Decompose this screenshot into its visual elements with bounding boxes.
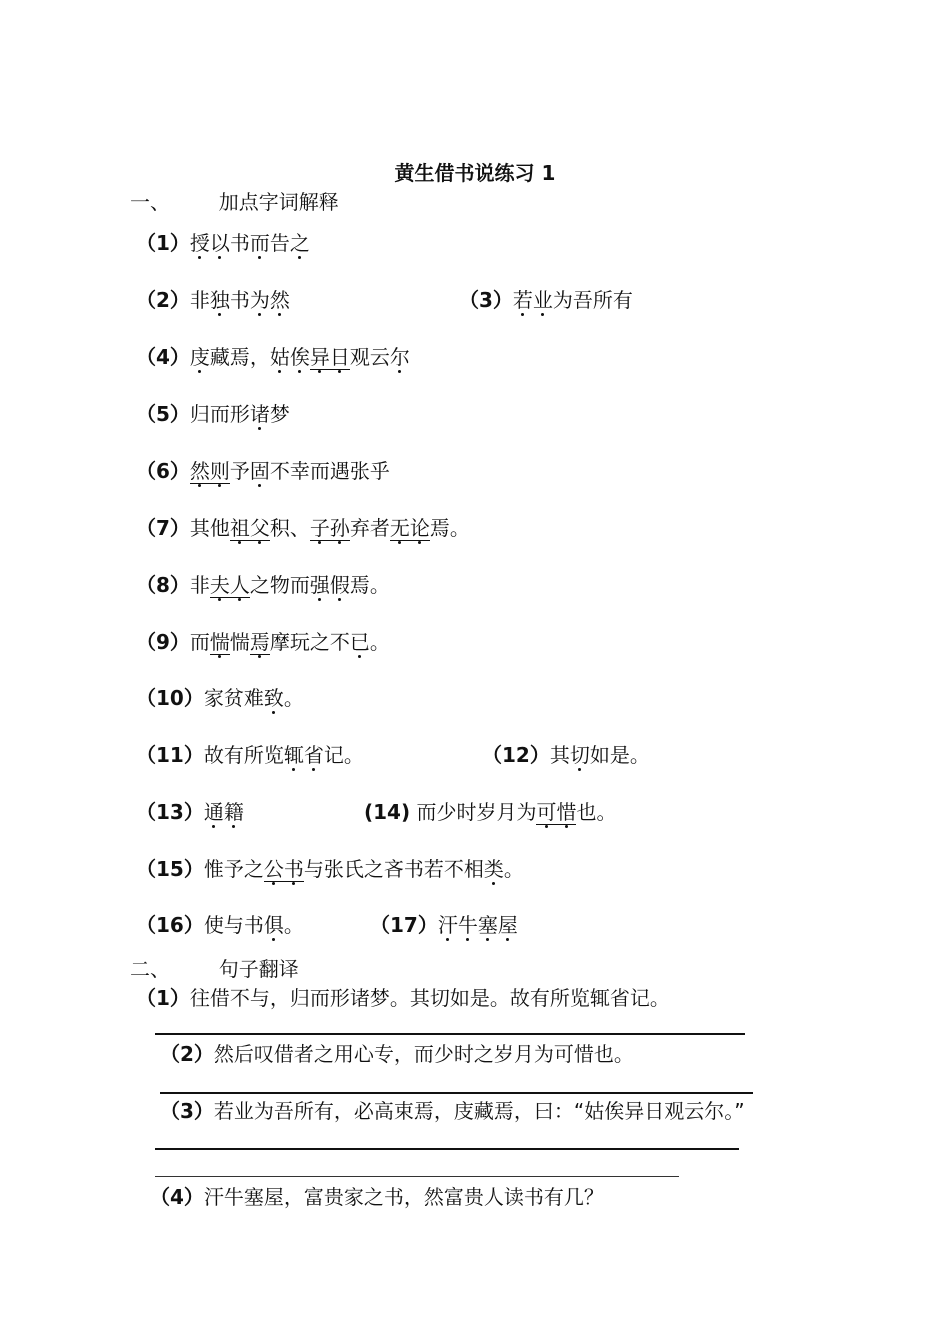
item-17: [370, 911, 518, 939]
answer-line[interactable]: [155, 1176, 679, 1177]
sentence-text: 往借不与，归而形诸梦。其切如是。故有所览辄省记。: [189, 986, 670, 1010]
item-16: [136, 911, 304, 939]
item-text: 通籍: [203, 800, 244, 824]
item-number: （4）: [136, 345, 190, 369]
item-text: 其他祖父积、子孙弃者无论焉。: [189, 516, 470, 540]
item-1: [136, 229, 310, 257]
section-1-heading: [130, 188, 339, 216]
sentence-1: [136, 984, 670, 1012]
item-text: 家贫难致。: [203, 686, 304, 710]
sentence-3: [160, 1097, 745, 1125]
section-1-title: 加点字词解释: [218, 190, 339, 214]
item-14: [364, 798, 616, 826]
item-number: （16）: [136, 913, 204, 937]
item-text: 庋藏焉，姑俟异日观云尔: [189, 345, 410, 369]
item-text: 授以书而告之: [189, 231, 310, 255]
answer-line[interactable]: [155, 1148, 739, 1150]
item-number: （1）: [136, 231, 190, 255]
item-8: [136, 571, 390, 599]
sentence-4: [150, 1183, 604, 1211]
sentence-text: 汗牛塞屋，富贵家之书，然富贵人读书有几？: [203, 1185, 604, 1209]
item-text: 然则予固不幸而遇张乎: [189, 459, 390, 483]
answer-line[interactable]: [155, 1033, 745, 1035]
item-text: 非独书为然: [189, 288, 290, 312]
item-text: 惟予之公书与张氏之吝书若不相类。: [203, 857, 524, 881]
section-1-number: 一、: [130, 190, 170, 214]
item-number: （3）: [459, 288, 513, 312]
item-text: 非夫人之物而强假焉。: [189, 573, 390, 597]
item-number: （11）: [136, 743, 204, 767]
item-text: 而惴惴焉摩玩之不已。: [189, 630, 390, 654]
item-number: （17）: [370, 913, 438, 937]
section-2-number: 二、: [130, 957, 170, 981]
section-2-heading: [130, 955, 299, 983]
sentence-number: （1）: [136, 986, 190, 1010]
sentence-number: （4）: [150, 1185, 204, 1209]
sentence-number: （2）: [160, 1042, 214, 1066]
item-number: （5）: [136, 402, 190, 426]
item-13: [136, 798, 244, 826]
item-text: 若业为吾所有: [512, 288, 633, 312]
item-number: （2）: [136, 288, 190, 312]
sentence-number: （3）: [160, 1099, 214, 1123]
section-2-title: 句子翻译: [218, 957, 299, 981]
item-4: [136, 343, 410, 371]
item-text: 汗牛塞屋: [437, 913, 518, 937]
item-number: （10）: [136, 686, 204, 710]
item-number: （9）: [136, 630, 190, 654]
item-number: （12）: [482, 743, 550, 767]
item-number: （13）: [136, 800, 204, 824]
item-text: 而少时岁月为可惜也。: [416, 800, 617, 824]
item-12: [482, 741, 650, 769]
item-number: （7）: [136, 516, 190, 540]
item-text: 故有所览辄省记。: [203, 743, 364, 767]
item-6: [136, 457, 390, 485]
item-text: 归而形诸梦: [189, 402, 290, 426]
sentence-2: [160, 1040, 634, 1068]
item-10: [136, 684, 304, 712]
sentence-text: 然后叹借者之用心专，而少时之岁月为可惜也。: [213, 1042, 634, 1066]
item-5: [136, 400, 290, 428]
item-text: 其切如是。: [549, 743, 650, 767]
item-9: [136, 628, 390, 656]
item-text: 使与书俱。: [203, 913, 304, 937]
item-number: （6）: [136, 459, 190, 483]
item-number: (14): [364, 800, 411, 824]
item-15: [136, 855, 524, 883]
sentence-text: 若业为吾所有，必高束焉，庋藏焉，曰：“姑俟异日观云尔。”: [213, 1099, 745, 1123]
answer-line[interactable]: [160, 1092, 753, 1094]
item-2: [136, 286, 290, 314]
item-11: [136, 741, 364, 769]
page-title: 黄生借书说练习 1: [394, 161, 556, 185]
item-number: （8）: [136, 573, 190, 597]
item-3: [459, 286, 633, 314]
item-number: （15）: [136, 857, 204, 881]
item-7: [136, 514, 470, 542]
